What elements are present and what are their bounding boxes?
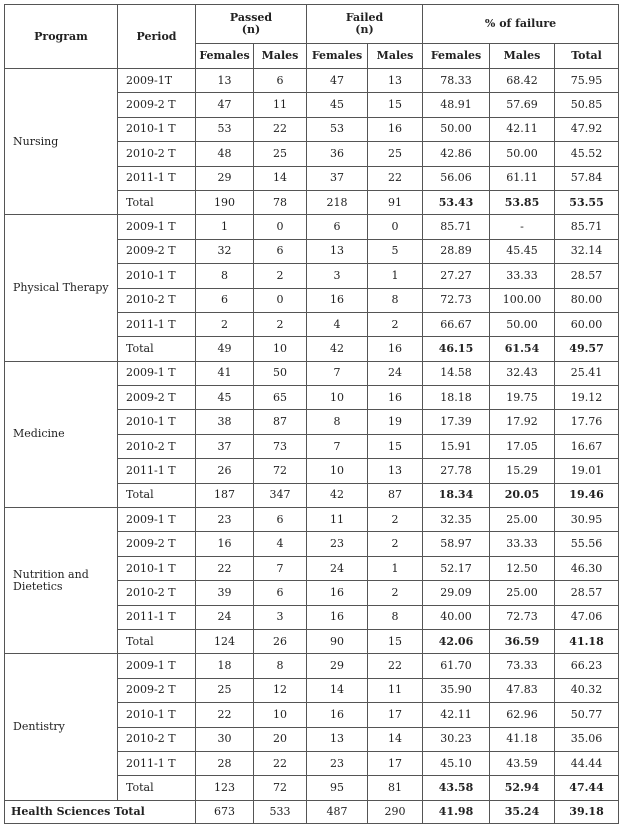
table-row bbox=[5, 508, 619, 532]
passed-males-cell: 8 bbox=[254, 654, 307, 678]
pct-total-cell: 44.44 bbox=[555, 751, 619, 775]
failed-females-cell: 16 bbox=[307, 703, 368, 727]
failed-males-cell: 91 bbox=[368, 190, 423, 214]
pct-total-cell: 60.00 bbox=[555, 312, 619, 336]
table-row bbox=[5, 69, 619, 93]
failed-males-cell: 11 bbox=[368, 678, 423, 702]
pct-total-cell: 17.76 bbox=[555, 410, 619, 434]
passed-males-cell: 26 bbox=[254, 629, 307, 653]
pct-females-cell: 15.91 bbox=[423, 434, 490, 458]
failed-females-cell: 7 bbox=[307, 434, 368, 458]
passed-males-cell: 4 bbox=[254, 532, 307, 556]
passed-males-cell: 0 bbox=[254, 215, 307, 239]
pct-females-cell: 46.15 bbox=[423, 337, 490, 361]
period-cell: 2010-1 T bbox=[118, 264, 196, 288]
failure-rate-table bbox=[4, 4, 619, 824]
pct-total-cell: 19.01 bbox=[555, 459, 619, 483]
period-cell: Total bbox=[118, 483, 196, 507]
pct-total-cell: 75.95 bbox=[555, 69, 619, 93]
period-cell: Total bbox=[118, 337, 196, 361]
pct-total-cell: 47.06 bbox=[555, 605, 619, 629]
failed-males-cell: 8 bbox=[368, 605, 423, 629]
passed-males-cell: 6 bbox=[254, 239, 307, 263]
pct-males-cell: 50.00 bbox=[490, 312, 555, 336]
failed-males-cell: 16 bbox=[368, 117, 423, 141]
pct-males-header: Males bbox=[490, 44, 555, 69]
failed-males-cell: 17 bbox=[368, 751, 423, 775]
header-row-1 bbox=[5, 5, 619, 44]
pct-total-cell: 30.95 bbox=[555, 508, 619, 532]
failed-males-cell: 19 bbox=[368, 410, 423, 434]
failed-males-cell: 22 bbox=[368, 166, 423, 190]
passed-females-cell: 48 bbox=[196, 142, 254, 166]
passed-females-cell: 38 bbox=[196, 410, 254, 434]
grand-total-label: Health Sciences Total bbox=[5, 800, 196, 823]
period-cell: 2010-1 T bbox=[118, 556, 196, 580]
pct-total-cell: 55.56 bbox=[555, 532, 619, 556]
passed-females-cell: 8 bbox=[196, 264, 254, 288]
period-cell: 2010-2 T bbox=[118, 727, 196, 751]
passed-males-cell: 3 bbox=[254, 605, 307, 629]
pct-females-cell: 27.27 bbox=[423, 264, 490, 288]
failed-males-cell: 13 bbox=[368, 69, 423, 93]
pct-males-cell: 100.00 bbox=[490, 288, 555, 312]
program-header: Program bbox=[5, 5, 118, 69]
period-cell: 2009-2 T bbox=[118, 532, 196, 556]
failed-males-cell: 1 bbox=[368, 556, 423, 580]
passed-males-cell: 0 bbox=[254, 288, 307, 312]
failed-females-cell: 42 bbox=[307, 483, 368, 507]
pct-males-cell: 20.05 bbox=[490, 483, 555, 507]
passed-males-cell: 14 bbox=[254, 166, 307, 190]
passed-females-cell: 53 bbox=[196, 117, 254, 141]
pct-males-cell: 41.18 bbox=[490, 727, 555, 751]
failed-females-cell: 8 bbox=[307, 410, 368, 434]
program-name: Physical Therapy bbox=[5, 215, 118, 361]
failed-females-cell: 10 bbox=[307, 386, 368, 410]
failed-females-cell: 36 bbox=[307, 142, 368, 166]
passed-males-cell: 20 bbox=[254, 727, 307, 751]
failed-females-cell: 23 bbox=[307, 751, 368, 775]
failed-males-header: Males bbox=[368, 44, 423, 69]
failed-females-cell: 42 bbox=[307, 337, 368, 361]
pct-males-cell: 61.54 bbox=[490, 337, 555, 361]
passed-n-label: (n) bbox=[241, 23, 261, 36]
failed-males-cell: 15 bbox=[368, 93, 423, 117]
pct-females-cell: 32.35 bbox=[423, 508, 490, 532]
pct-females-cell: 66.67 bbox=[423, 312, 490, 336]
failed-females-cell: 14 bbox=[307, 678, 368, 702]
failed-males-cell: 14 bbox=[368, 727, 423, 751]
failed-females-cell: 13 bbox=[307, 727, 368, 751]
passed-males-cell: 87 bbox=[254, 410, 307, 434]
failed-females-cell: 24 bbox=[307, 556, 368, 580]
pct-males-cell: 15.29 bbox=[490, 459, 555, 483]
pct-females-cell: 14.58 bbox=[423, 361, 490, 385]
pct-females-cell: 45.10 bbox=[423, 751, 490, 775]
passed-females-cell: 47 bbox=[196, 93, 254, 117]
table-row bbox=[5, 654, 619, 678]
passed-males-cell: 7 bbox=[254, 556, 307, 580]
pct-males-cell: 33.33 bbox=[490, 532, 555, 556]
failed-males-cell: 24 bbox=[368, 361, 423, 385]
pct-total-cell: 45.52 bbox=[555, 142, 619, 166]
pct-males-cell: 53.85 bbox=[490, 190, 555, 214]
pct-males-cell: 57.69 bbox=[490, 93, 555, 117]
failed-males-cell: 8 bbox=[368, 288, 423, 312]
period-cell: Total bbox=[118, 629, 196, 653]
failed-males-cell: 0 bbox=[368, 215, 423, 239]
passed-males-cell: 22 bbox=[254, 117, 307, 141]
failed-females-cell: 16 bbox=[307, 581, 368, 605]
pct-females-cell: 48.91 bbox=[423, 93, 490, 117]
pct-males-cell: 35.24 bbox=[490, 800, 555, 823]
pct-total-cell: 50.77 bbox=[555, 703, 619, 727]
passed-males-cell: 25 bbox=[254, 142, 307, 166]
pct-males-cell: 25.00 bbox=[490, 581, 555, 605]
failed-males-cell: 1 bbox=[368, 264, 423, 288]
passed-label: Passed bbox=[229, 11, 273, 24]
pct-males-cell: 45.45 bbox=[490, 239, 555, 263]
failed-females-cell: 218 bbox=[307, 190, 368, 214]
pct-total-cell: 28.57 bbox=[555, 581, 619, 605]
passed-females-cell: 23 bbox=[196, 508, 254, 532]
passed-females-cell: 1 bbox=[196, 215, 254, 239]
failed-females-cell: 3 bbox=[307, 264, 368, 288]
failed-males-cell: 290 bbox=[368, 800, 423, 823]
failed-males-cell: 13 bbox=[368, 459, 423, 483]
passed-females-cell: 30 bbox=[196, 727, 254, 751]
pct-total-cell: 40.32 bbox=[555, 678, 619, 702]
failed-females-cell: 10 bbox=[307, 459, 368, 483]
passed-males-header: Males bbox=[254, 44, 307, 69]
period-cell: 2010-2 T bbox=[118, 434, 196, 458]
pct-females-cell: 41.98 bbox=[423, 800, 490, 823]
failed-n-label: (n) bbox=[355, 23, 374, 36]
period-cell: 2009-2 T bbox=[118, 678, 196, 702]
passed-females-cell: 41 bbox=[196, 361, 254, 385]
passed-females-cell: 28 bbox=[196, 751, 254, 775]
failed-females-cell: 95 bbox=[307, 776, 368, 800]
passed-females-cell: 25 bbox=[196, 678, 254, 702]
period-cell: 2009-1 T bbox=[118, 654, 196, 678]
failed-females-cell: 11 bbox=[307, 508, 368, 532]
passed-males-cell: 6 bbox=[254, 581, 307, 605]
period-cell: 2011-1 T bbox=[118, 605, 196, 629]
failed-females-cell: 53 bbox=[307, 117, 368, 141]
pct-total-cell: 28.57 bbox=[555, 264, 619, 288]
passed-males-cell: 72 bbox=[254, 776, 307, 800]
pct-failure-header: % of failure bbox=[423, 5, 619, 44]
failed-females-cell: 7 bbox=[307, 361, 368, 385]
failed-females-cell: 37 bbox=[307, 166, 368, 190]
failed-males-cell: 2 bbox=[368, 312, 423, 336]
pct-females-cell: 56.06 bbox=[423, 166, 490, 190]
passed-females-cell: 39 bbox=[196, 581, 254, 605]
pct-total-cell: 19.46 bbox=[555, 483, 619, 507]
pct-males-cell: 73.33 bbox=[490, 654, 555, 678]
period-cell: 2010-1 T bbox=[118, 117, 196, 141]
passed-females-cell: 673 bbox=[196, 800, 254, 823]
pct-females-cell: 18.18 bbox=[423, 386, 490, 410]
passed-females-cell: 29 bbox=[196, 166, 254, 190]
program-name: Nutrition and Dietetics bbox=[5, 508, 118, 654]
passed-males-cell: 533 bbox=[254, 800, 307, 823]
passed-females-cell: 187 bbox=[196, 483, 254, 507]
table-row bbox=[5, 215, 619, 239]
failed-females-cell: 23 bbox=[307, 532, 368, 556]
pct-total-cell: 47.44 bbox=[555, 776, 619, 800]
pct-females-cell: 72.73 bbox=[423, 288, 490, 312]
program-name: Medicine bbox=[5, 361, 118, 507]
pct-females-cell: 42.86 bbox=[423, 142, 490, 166]
pct-males-cell: 33.33 bbox=[490, 264, 555, 288]
passed-males-cell: 22 bbox=[254, 751, 307, 775]
passed-males-cell: 65 bbox=[254, 386, 307, 410]
pct-total-cell: 85.71 bbox=[555, 215, 619, 239]
passed-females-cell: 37 bbox=[196, 434, 254, 458]
period-cell: 2010-2 T bbox=[118, 288, 196, 312]
failed-females-cell: 487 bbox=[307, 800, 368, 823]
period-cell: 2009-1 T bbox=[118, 508, 196, 532]
pct-males-cell: 19.75 bbox=[490, 386, 555, 410]
failed-males-cell: 17 bbox=[368, 703, 423, 727]
failed-header bbox=[307, 5, 423, 44]
failed-males-cell: 2 bbox=[368, 532, 423, 556]
passed-females-cell: 22 bbox=[196, 556, 254, 580]
failed-females-cell: 16 bbox=[307, 605, 368, 629]
period-cell: 2011-1 T bbox=[118, 166, 196, 190]
passed-females-cell: 6 bbox=[196, 288, 254, 312]
pct-total-cell: 50.85 bbox=[555, 93, 619, 117]
failed-males-cell: 2 bbox=[368, 581, 423, 605]
failed-males-cell: 81 bbox=[368, 776, 423, 800]
failed-females-cell: 45 bbox=[307, 93, 368, 117]
pct-females-cell: 18.34 bbox=[423, 483, 490, 507]
period-cell: 2010-1 T bbox=[118, 410, 196, 434]
pct-males-cell: 25.00 bbox=[490, 508, 555, 532]
pct-males-cell: 42.11 bbox=[490, 117, 555, 141]
pct-males-cell: 47.83 bbox=[490, 678, 555, 702]
passed-males-cell: 10 bbox=[254, 337, 307, 361]
pct-total-cell: 16.67 bbox=[555, 434, 619, 458]
pct-total-cell: 32.14 bbox=[555, 239, 619, 263]
passed-males-cell: 50 bbox=[254, 361, 307, 385]
pct-females-cell: 78.33 bbox=[423, 69, 490, 93]
pct-females-cell: 53.43 bbox=[423, 190, 490, 214]
pct-males-cell: 72.73 bbox=[490, 605, 555, 629]
failed-males-cell: 2 bbox=[368, 508, 423, 532]
pct-females-cell: 85.71 bbox=[423, 215, 490, 239]
pct-males-cell: 62.96 bbox=[490, 703, 555, 727]
pct-total-cell: 41.18 bbox=[555, 629, 619, 653]
pct-males-cell: 50.00 bbox=[490, 142, 555, 166]
period-cell: 2009-1 T bbox=[118, 361, 196, 385]
period-cell: 2009-2 T bbox=[118, 93, 196, 117]
failed-females-cell: 29 bbox=[307, 654, 368, 678]
passed-females-header: Females bbox=[196, 44, 254, 69]
passed-females-cell: 18 bbox=[196, 654, 254, 678]
pct-total-cell: 19.12 bbox=[555, 386, 619, 410]
period-cell: 2009-2 T bbox=[118, 239, 196, 263]
pct-males-cell: 17.05 bbox=[490, 434, 555, 458]
pct-males-cell: 12.50 bbox=[490, 556, 555, 580]
pct-males-cell: 52.94 bbox=[490, 776, 555, 800]
failed-males-cell: 15 bbox=[368, 434, 423, 458]
passed-males-cell: 72 bbox=[254, 459, 307, 483]
failed-females-cell: 6 bbox=[307, 215, 368, 239]
period-cell: 2009-1T bbox=[118, 69, 196, 93]
pct-females-cell: 52.17 bbox=[423, 556, 490, 580]
failed-females-cell: 16 bbox=[307, 288, 368, 312]
failed-males-cell: 15 bbox=[368, 629, 423, 653]
failed-males-cell: 25 bbox=[368, 142, 423, 166]
pct-total-cell: 80.00 bbox=[555, 288, 619, 312]
pct-females-cell: 61.70 bbox=[423, 654, 490, 678]
passed-males-cell: 73 bbox=[254, 434, 307, 458]
passed-males-cell: 10 bbox=[254, 703, 307, 727]
period-cell: 2010-2 T bbox=[118, 581, 196, 605]
pct-females-cell: 17.39 bbox=[423, 410, 490, 434]
failed-females-cell: 13 bbox=[307, 239, 368, 263]
passed-females-cell: 123 bbox=[196, 776, 254, 800]
pct-males-cell: - bbox=[490, 215, 555, 239]
pct-total-header: Total bbox=[555, 44, 619, 69]
passed-males-cell: 11 bbox=[254, 93, 307, 117]
pct-males-cell: 43.59 bbox=[490, 751, 555, 775]
period-header: Period bbox=[118, 5, 196, 69]
pct-females-cell: 43.58 bbox=[423, 776, 490, 800]
pct-total-cell: 35.06 bbox=[555, 727, 619, 751]
pct-total-cell: 57.84 bbox=[555, 166, 619, 190]
failed-females-cell: 4 bbox=[307, 312, 368, 336]
program-name: Nursing bbox=[5, 69, 118, 215]
pct-total-cell: 46.30 bbox=[555, 556, 619, 580]
table-row bbox=[5, 361, 619, 385]
failed-females-header: Females bbox=[307, 44, 368, 69]
pct-males-cell: 32.43 bbox=[490, 361, 555, 385]
passed-males-cell: 78 bbox=[254, 190, 307, 214]
period-cell: 2009-1 T bbox=[118, 215, 196, 239]
passed-females-cell: 13 bbox=[196, 69, 254, 93]
passed-females-cell: 32 bbox=[196, 239, 254, 263]
pct-females-cell: 42.06 bbox=[423, 629, 490, 653]
pct-females-cell: 42.11 bbox=[423, 703, 490, 727]
failed-males-cell: 22 bbox=[368, 654, 423, 678]
passed-females-cell: 16 bbox=[196, 532, 254, 556]
passed-females-cell: 45 bbox=[196, 386, 254, 410]
passed-females-cell: 124 bbox=[196, 629, 254, 653]
pct-males-cell: 68.42 bbox=[490, 69, 555, 93]
passed-header bbox=[196, 5, 307, 44]
passed-females-cell: 2 bbox=[196, 312, 254, 336]
pct-females-cell: 30.23 bbox=[423, 727, 490, 751]
pct-females-cell: 58.97 bbox=[423, 532, 490, 556]
period-cell: 2009-2 T bbox=[118, 386, 196, 410]
passed-females-cell: 190 bbox=[196, 190, 254, 214]
passed-males-cell: 347 bbox=[254, 483, 307, 507]
pct-males-cell: 61.11 bbox=[490, 166, 555, 190]
pct-total-cell: 66.23 bbox=[555, 654, 619, 678]
program-name: Dentistry bbox=[5, 654, 118, 800]
passed-females-cell: 49 bbox=[196, 337, 254, 361]
period-cell: 2011-1 T bbox=[118, 459, 196, 483]
passed-males-cell: 2 bbox=[254, 264, 307, 288]
failed-males-cell: 87 bbox=[368, 483, 423, 507]
pct-females-cell: 28.89 bbox=[423, 239, 490, 263]
pct-males-cell: 36.59 bbox=[490, 629, 555, 653]
period-cell: 2010-1 T bbox=[118, 703, 196, 727]
period-cell: Total bbox=[118, 776, 196, 800]
pct-females-cell: 29.09 bbox=[423, 581, 490, 605]
failed-females-cell: 47 bbox=[307, 69, 368, 93]
pct-females-cell: 27.78 bbox=[423, 459, 490, 483]
period-cell: 2011-1 T bbox=[118, 751, 196, 775]
passed-females-cell: 24 bbox=[196, 605, 254, 629]
pct-total-cell: 53.55 bbox=[555, 190, 619, 214]
pct-females-cell: 50.00 bbox=[423, 117, 490, 141]
passed-males-cell: 2 bbox=[254, 312, 307, 336]
pct-total-cell: 39.18 bbox=[555, 800, 619, 823]
table-body bbox=[5, 69, 619, 824]
failed-label: Failed bbox=[345, 11, 384, 24]
failed-males-cell: 5 bbox=[368, 239, 423, 263]
passed-females-cell: 22 bbox=[196, 703, 254, 727]
period-cell: 2010-2 T bbox=[118, 142, 196, 166]
passed-males-cell: 6 bbox=[254, 69, 307, 93]
grand-total-row bbox=[5, 800, 619, 823]
pct-total-cell: 49.57 bbox=[555, 337, 619, 361]
pct-females-cell: 35.90 bbox=[423, 678, 490, 702]
pct-males-cell: 17.92 bbox=[490, 410, 555, 434]
period-cell: Total bbox=[118, 190, 196, 214]
pct-total-cell: 25.41 bbox=[555, 361, 619, 385]
passed-females-cell: 26 bbox=[196, 459, 254, 483]
failed-males-cell: 16 bbox=[368, 337, 423, 361]
pct-females-cell: 40.00 bbox=[423, 605, 490, 629]
failed-males-cell: 16 bbox=[368, 386, 423, 410]
period-cell: 2011-1 T bbox=[118, 312, 196, 336]
pct-females-header: Females bbox=[423, 44, 490, 69]
failed-females-cell: 90 bbox=[307, 629, 368, 653]
passed-males-cell: 6 bbox=[254, 508, 307, 532]
passed-males-cell: 12 bbox=[254, 678, 307, 702]
pct-total-cell: 47.92 bbox=[555, 117, 619, 141]
